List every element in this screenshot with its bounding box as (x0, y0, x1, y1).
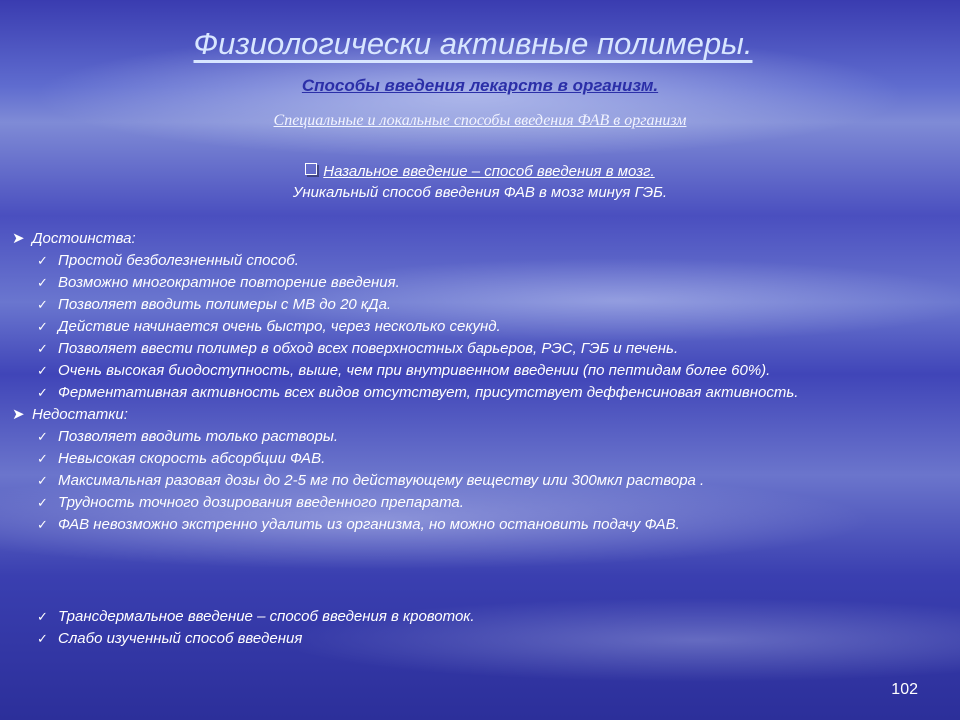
checkmark-icon: ✓ (37, 319, 48, 334)
disadvantage-item: ✓ Невысокая скорость абсорбции ФАВ. (12, 448, 952, 470)
nasal-description: Уникальный способ введения ФАВ в мозг минуя ГЭБ. (292, 184, 668, 201)
disadvantage-item: ✓ Позволяет вводить только растворы. (12, 426, 952, 448)
pros-cons-list (12, 228, 952, 536)
checkmark-icon: ✓ (37, 495, 48, 510)
checkmark-icon: ✓ (37, 609, 48, 624)
advantage-item: ✓ Простой безболезненный способ. (12, 250, 952, 272)
transdermal-list (12, 606, 952, 650)
advantage-item: ✓ Возможно многократное повторение введения. (12, 272, 952, 294)
checkmark-icon: ✓ (37, 297, 48, 312)
arrow-bullet-icon: ➤ (12, 230, 25, 247)
section-subtitle: Специальные и локальные способы введения ФАВ в организм (273, 112, 687, 129)
transdermal-item: ✓ Слабо изученный способ введения (12, 628, 952, 650)
transdermal-item: ✓ Трансдермальное введение – способ введения в кровоток. (12, 606, 952, 628)
disadvantage-item: ✓ ФАВ невозможно экстренно удалить из организма, но можно остановить подачу ФАВ. (12, 514, 952, 536)
page-number: 102 (891, 681, 918, 698)
arrow-bullet-icon: ➤ (12, 406, 25, 423)
checkmark-icon: ✓ (37, 631, 48, 646)
nasal-section (0, 161, 960, 203)
checkmark-icon: ✓ (37, 253, 48, 268)
nasal-heading: Назальное введение – способ введения в мозг. (323, 163, 655, 180)
disadvantages-heading: ➤ Недостатки: (12, 404, 952, 426)
square-bullet-icon (305, 163, 317, 175)
advantage-item: ✓ Очень высокая биодоступность, выше, чем при внутривенном введении (по пептидам более 60%). (12, 360, 952, 382)
disadvantage-item: ✓ Максимальная разовая дозы до 2-5 мг по действующему веществу или 300мкл раствора . (12, 470, 952, 492)
checkmark-icon: ✓ (37, 451, 48, 466)
checkmark-icon: ✓ (37, 275, 48, 290)
advantage-item: ✓ Позволяет ввести полимер в обход всех поверхностных барьеров, РЭС, ГЭБ и печень. (12, 338, 952, 360)
checkmark-icon: ✓ (37, 429, 48, 444)
slide-title: Физиологически активные полимеры. (193, 26, 753, 61)
checkmark-icon: ✓ (37, 473, 48, 488)
checkmark-icon: ✓ (37, 517, 48, 532)
disadvantage-item: ✓ Трудность точного дозирования введенного препарата. (12, 492, 952, 514)
advantage-item: ✓ Действие начинается очень быстро, через несколько секунд. (12, 316, 952, 338)
advantage-item: ✓ Позволяет вводить полимеры с МВ до 20 кДа. (12, 294, 952, 316)
advantages-heading: ➤ Достоинства: (12, 228, 952, 250)
advantage-item: ✓ Ферментативная активность всех видов отсутствует, присутствует деффенсиновая активность. (12, 382, 952, 404)
slide-subtitle: Способы введения лекарств в организм. (301, 76, 659, 95)
checkmark-icon: ✓ (37, 363, 48, 378)
checkmark-icon: ✓ (37, 385, 48, 400)
checkmark-icon: ✓ (37, 341, 48, 356)
